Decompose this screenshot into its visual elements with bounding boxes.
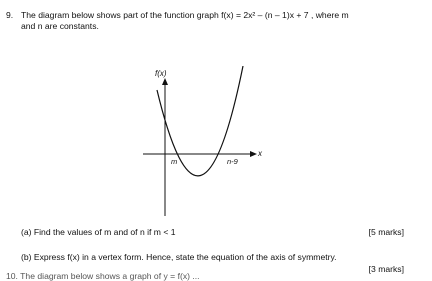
question-text-line-1: The diagram below shows part of the function graph f(x) = 2x² – (n – 1)x + 7 , where m	[21, 10, 349, 20]
root-label-m: m	[171, 157, 178, 166]
part-b-text: (b) Express f(x) in a vertex form. Hence, state the equation of the axis of symmetry.	[21, 252, 337, 262]
part-b-marks: [3 marks]	[368, 264, 404, 274]
function-graph	[137, 66, 277, 226]
y-axis-arrow	[162, 78, 168, 85]
question-number: 9.	[6, 10, 14, 20]
root-label-n-9: n-9	[227, 157, 238, 166]
x-axis-label: x	[258, 149, 262, 158]
next-question-partial: 10. The diagram below shows a graph of y = f(x) ...	[6, 271, 200, 281]
part-a-text: (a) Find the values of m and of n if m < 1	[21, 227, 176, 237]
part-a-marks: [5 marks]	[368, 227, 404, 237]
y-axis-label: f(x)	[155, 69, 167, 78]
x-axis-arrow	[250, 151, 257, 157]
question-text-line-2: and n are constants.	[21, 21, 99, 31]
